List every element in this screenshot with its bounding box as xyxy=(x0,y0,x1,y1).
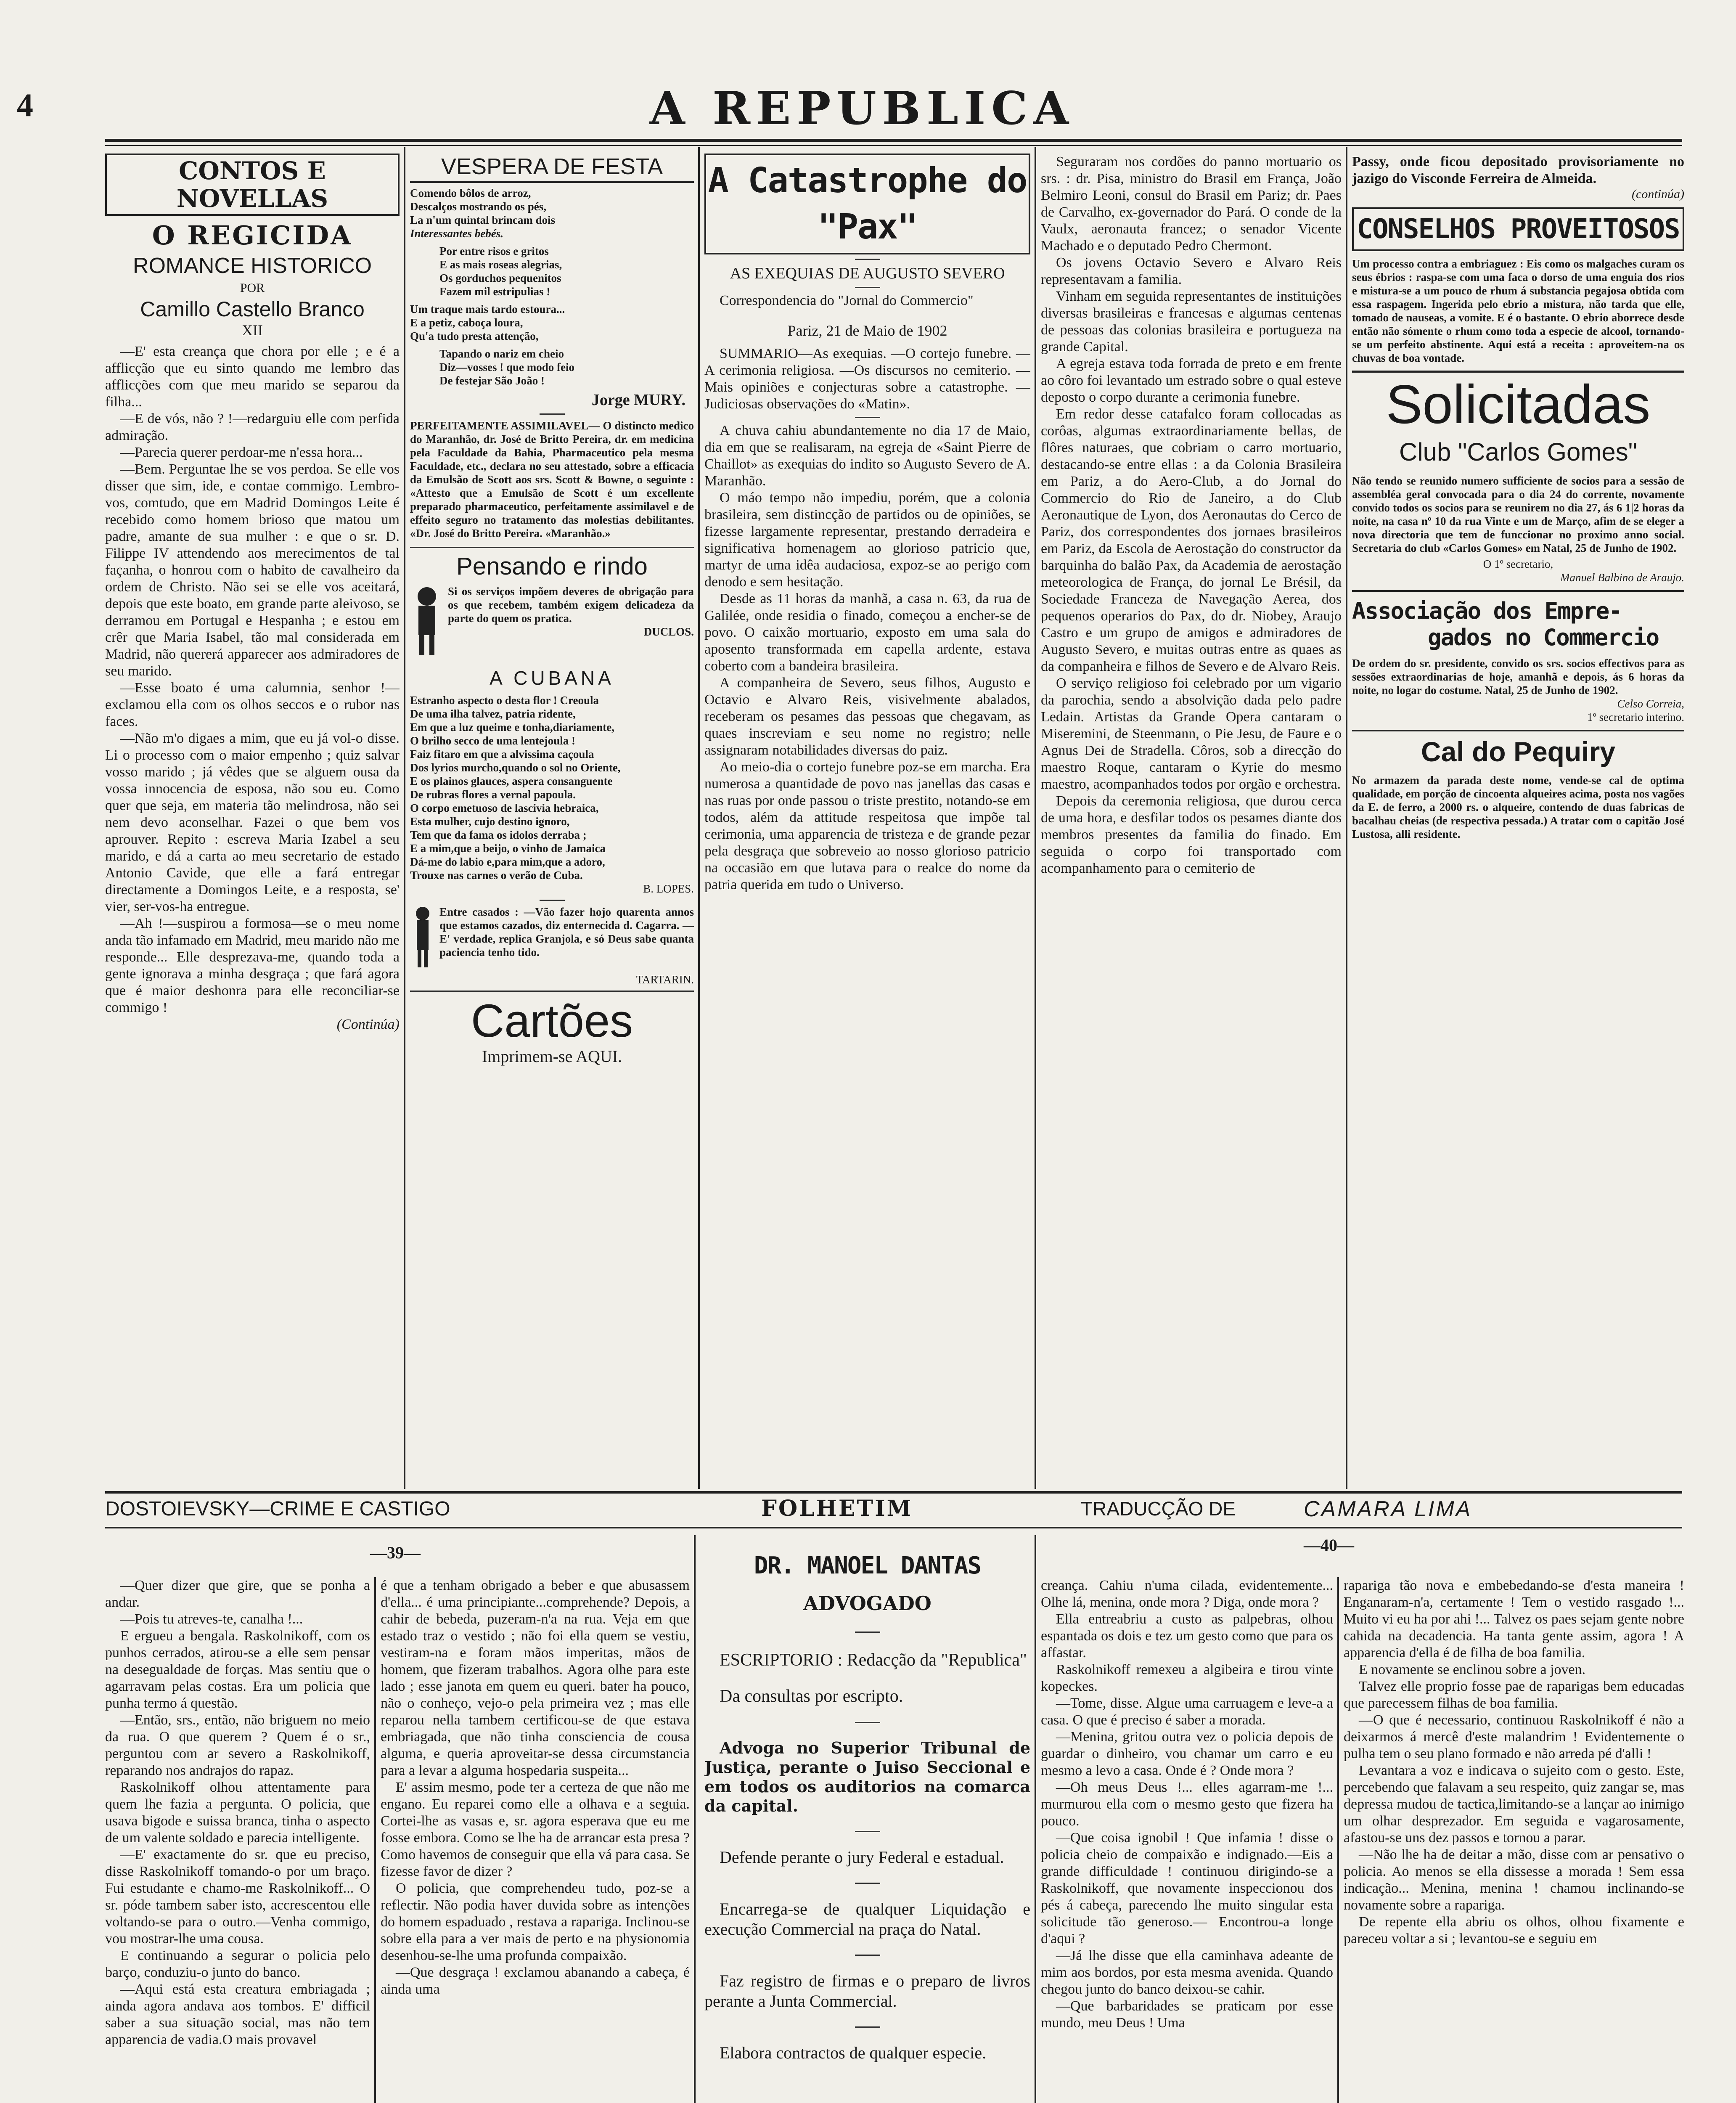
folhetim-right-prefix: TRADUCÇÃO DE xyxy=(1081,1498,1236,1520)
cartoes-title: Cartões xyxy=(471,995,633,1047)
lawyer-office: ESCRIPTORIO : Redacção da "Republica" xyxy=(720,1650,1027,1670)
column-rule xyxy=(374,1577,376,2103)
club-signature-role: O 1º secretario, xyxy=(1483,558,1553,570)
conselhos-text: Um processo contra a embriaguez : Eis como os malgaches curam os seus ébrios : raspa-se com uma faca o dorso de uma enguia dos rios e mistura-se a um pouco de rhum á substancia pegajosa obtida com essa raspagem. Ingerida pelo ebrio a mistura, não tarda que elle, tomado de nauseas, a vomite. E é o bastante. O ebrio aborrece desde então não sómente o rhum como toda a especie de alcool, tornando-se um perfeito abstinente. Aqui está a receita : aproveitem-na os chuvas de boa vontade. xyxy=(1352,257,1684,364)
page-number-left: —39— xyxy=(370,1543,421,1562)
section-rule xyxy=(1352,590,1684,592)
club-signature-name: Manuel Balbino de Araujo. xyxy=(1560,571,1684,584)
folhetim-column-a: —Quer dizer que gire, que se ponha a andar. —Pois tu atreves-te, canalha !... E ergueu a bengala. Raskolnikoff, com os punhos cerrados, atirou-se a elle sem pensar na desegualdade de forças. Mas sentiu que o agarravam pelas costas. Era um policia que punha termo á questão. —Então, srs., então, não briguem no meio da rua. O que querem ? Quem é o sr., perguntou com ar severo a Raskolnikoff, reparando nos andrajos do rapaz. Raskolnikoff olhou attentamente para quem lhe fazia a pergunta. O policia, que usava bigode e suissa branca, tinha o aspecto de um valente soldado e parecia intelligente. —E' exactamente do sr. que eu preciso, disse Raskolnikoff tomando-o por um braço. Fui estudante e chamo-me Raskolnikoff... O sr. póde tambem saber isto, accrescentou elle voltando-se para o outro.—Venha commigo, vou mostrar-lhe uma cousa. E continuando a segurar o policia pelo barço, conduziu-o junto do banco. —Aqui está esta creatura embriagada ; ainda agora andava aos tombos. E' difficil saber a sua situação social, mas não tem apparencia de vadia.O mais provavel xyxy=(105,1578,370,2047)
folhetim-column-c: creança. Cahiu n'uma cilada, evidentemente... Olhe lá, menina, onde mora ? Diga, onde mora ? Ella entreabriu a custo as palpebras, olhou espantada os dois e tez um gesto como que para os affastar. Raskolnikoff remexeu a algibeira e tirou vinte kopeckes. —Tome, disse. Algue uma carruagem e leve-a a casa. O que é preciso é saber a morada. —Menina, gritou outra vez o policia depois de guardar o dinheiro, vou chamar um carro e eu mesmo a levo a casa. Onde é ? Onde mora ? —Oh meus Deus !... elles agarram-me !... murmurou ella com o mesmo gesto que fizera ha pouco. —Que coisa ignobil ! Que infamia ! disse o policia cheio de compaixão e indignado.—Eis a grande difficuldade ! continuou dirigindo-se a Raskolnikoff, que novamente inspeccionou dos pés á cabeça, parecendo lhe muito singular esta solicitude tão generoso.— Encontrou-a longe d'aqui ? —Já lhe disse que ella caminhava adeante de mim aos bordos, por esta mesma avenida. Quando chegou junto do banco deixou-se cahir. —Que barbaridades se praticam por esse mundo, meu Deus ! Uma xyxy=(1041,1578,1333,2031)
cubana-author: B. LOPES. xyxy=(643,882,694,895)
lawyer-jury: Defende perante o jury Federal e estadual. xyxy=(720,1848,1004,1867)
column-catastrophe-cont xyxy=(1041,154,1342,1487)
folhetim-rule-top xyxy=(105,1491,1682,1494)
assoc-signature-name: Celso Correia, xyxy=(1617,697,1684,710)
pensando-title: Pensando e rindo xyxy=(456,553,648,580)
column-contos xyxy=(105,154,400,1487)
advertisement-notice: PERFEITAMENTE ASSIMILAVEL— O distincto medico do Maranhão, dr. José de Britto Pereira, dr. em medicina pela Faculdade da Bahia, Pharmaceutico pela mesma Faculdade, etc., declara no seu attestado, sobre a efficacia da Emulsão de Scott aos srs. Scott & Bowne, o seguinte : «Attesto que a Emulsão de Scott é um excellente preparado pharmaceutico, perfeitamente assimilavel e de effeito seguro no tratamento das molestias debilitantes. «Dr. José do Britto Pereira. «Maranhão.» xyxy=(410,419,694,540)
club-text: Não tendo se reunido numero sufficiente de socios para a sessão de assembléa geral convocada para o dia 24 do corrente, novamente convido todos os socios para se reunirem no dia 27, ás 6 1|2 horas da noite, na casa nº 10 da rua Vinte e um de Março, afim de se eleger a nova directoria que tem de funccionar no proximo anno social. Secretaria do club «Carlos Gomes» em Natal, 25 de Junho de 1902. xyxy=(1352,474,1684,554)
story-title: O REGICIDA xyxy=(152,220,353,251)
conselhos-title: CONSELHOS PROVEITOSOS xyxy=(1352,207,1684,251)
column-rule xyxy=(694,1535,696,2103)
folhetim-center-label: FOLHETIM xyxy=(761,1496,913,1521)
assoc-title-line1: Associação dos Empre- xyxy=(1352,598,1622,624)
assoc-signature-role: 1º secretario interino. xyxy=(1587,711,1684,723)
column-catastrophe xyxy=(704,154,1030,1487)
page-number: 4 xyxy=(17,87,33,123)
dialog-author: TARTARIN. xyxy=(636,973,694,986)
folhetim-translator: CAMARA LIMA xyxy=(1304,1497,1472,1521)
lawyer-consultas: Da consultas por escripto. xyxy=(720,1687,903,1706)
correspondent-line: Correspondencia do "Jornal do Commercio" xyxy=(720,293,974,308)
folhetim-column-b: é que a tenham obrigado a beber e que abusassem d'ella... é uma principiante...comprehende? Depois, a cahir de bebeda, puzeram-n'a na rua. Veja em que estado traz o vestido ; não foi ella quem se vestiu, vestiram-na e foram mãos imperitas, mãos de homem, que fizeram trabalhos. Agora olhe para este lado ; esse janota em quem eu queri. bater ha pouco, não o conheço, vejo-o pela primeira vez ; mas elle reparou nella tambem certificou-se de que estava embriagada, que não tinha consciencia de cousa alguma, e queria aproveitar-se dessa circumstancia para a levar a alguma hospedaria suspeita... E' assim mesmo, pode ter a certeza de que não me engano. Eu reparei como elle a olhava e a seguia. Cortei-lhe as vasas e, sr. agora esperava que eu me fosse embora. Como se lhe ha de arrancar esta presa ? Como havemos de conseguir que ella vá para casa. Se fizesse favor de dizer ? O policia, que comprehendeu tudo, poz-se a reflectir. Não podia haver duvida sobre as intenções do homem espaduado , restava a rapariga. Inclinou-se sobre ella para a ver mais de perto e na physionomia desenhou-se-lhe uma profunda compaixão. —Que desgraça ! exclamou abanando a cabeça, é ainda uma xyxy=(381,1578,690,1997)
column-classifieds xyxy=(1352,154,1684,1487)
pensando-author: DUCLOS. xyxy=(643,625,694,638)
column-rule xyxy=(1346,147,1347,1489)
story-subtitle: ROMANCE HISTORICO xyxy=(132,254,372,278)
lawyer-name: DR. MANOEL DANTAS xyxy=(754,1552,981,1579)
headline: A Catastrophe do "Pax" xyxy=(704,154,1030,254)
poem-title: VESPERA DE FESTA xyxy=(410,154,694,183)
column-rule xyxy=(1337,1577,1339,2103)
author-name: Camillo Castello Branco xyxy=(140,297,365,321)
pensando-text: Si os serviços impõem deveres de obrigação para os que recebem, também exigem delicadeza da parte do quem os pratica. xyxy=(448,585,694,625)
continua-mark: (continúa) xyxy=(1632,187,1684,201)
column-rule xyxy=(1035,147,1036,1489)
article-body-continued: Seguraram nos cordões do panno mortuario os srs. : dr. Pisa, ministro do Brasil em França, João Belmiro Leoni, consul do Brasil em Pariz; dr. Paes de Carvalho, ex-governador do Pará. O conde de la Vaulx, aeronauta francez; o senador Vicente Machado e o deputado Pedro Chermont. Os jovens Octavio Severo e Alvaro Reis representavam a familia. Vinham em seguida representantes de instituições diversas brasileiras e francesas e algumas centenas de pessoas das colonias brasileira e portugueza na grande Capital. A egreja estava toda forrada de preto e em frente ao côro foi levantado um estrado sobre o qual esteve deposto o corpo durante a cerimonia funebre. Em redor desse catafalco foram collocadas as corôas, algumas extraordinariamente bellas, de flôres naturaes, que cobriam o carro mortuario, destacando-se entre ellas : a da Colonia Brasileira em Pariz, a do Aero-Club, a do Jornal do Commercio do Rio de Janeiro, a do Club Aeronautique de Lyon, dos Aeronautas do Cerco de Pariz, dos correspondentes dos jornaes brasileiros em Pariz, da Escola de Aerostação do constructor da barquinha do balão Pax, da Academia de aerostação meteorologica de França, do jornal Le Brésil, da Sociedade Franceza de Navegação Aerea, dos pequenos operarios do Pax, do dr. Niobey, Araujo Castro e um grupo de amigos e admiradores de Augusto Severo, e muitas outras entre as quaes as da companheira e filhos de Severo e de Alvaro Reis. O serviço religioso foi celebrado por um vigario da parochia, sendo a absolvição dada pelo padre Ledain. Artistas da Grande Opera cantaram o Miseremini, de Steenmann, o Pie Jesu, de Faure e o Agnus Dei de Stradella. Côros, sob a direcção do maestro Roque, cantaram o Kyrie do mesmo maestro, acompanhados todos por orgão e orchestra. Depois da ceremonia religiosa, que durou cerca de uma hora, e desfilar todos os pesames diante dos membros presentes da familia do finado. Em seguida o corpo foi transportado com acompanhamento para o cemiterio de xyxy=(1041,154,1342,876)
story-body: —E' esta creança que chora por elle ; e é a afflicção que eu sinto quando me lembro das afflicções com que meu marido se separou da filha... —E de vós, não ? !—redarguiu elle com perfida admiração. —Parecia querer perdoar-me n'essa hora... —Bem. Perguntae lhe se vos perdoa. Se elle vos disser que sim, ide, e contae commigo. Lembro-vos, comtudo, que em Madrid Domingos Leite é recebido como homem brioso que matou um padre, amante de sua mulher : e que o sr. D. Filippe IV attendendo aos merecimentos de tal façanha, o honrou com o habito de cavalheiro da ordem de Christo. Não sei se elle vos aceitará, depois que este boato, em grande parte aleivoso, se derramou em Portugal e Hespanha ; e estou em crêr que Maria Isabel, tão mal considerada em Madrid, não quererá apparecer aos admiradores de seu marido. —Esse boato é uma calumnia, senhor !—exclamou ella com os olhos seccos e o rubor nas faces. —Não m'o digaes a mim, que eu já vol-o disse. Li o processo com o maior empenho ; quiz salvar vosso marido ; já vêdes que se alguem ousa da vossa innocencia de esposa, não sou eu. Como quer que seja, em materia tão melindrosa, não sei nem devo aconselhar. Fazei o que bem vos aprouver. Repito : escreva Maria Izabel a seu marido, e dá a carta ao meu secretario de estado Antonio Cavide, que elle a fará entregar directamente a Domingos Leite, e a resposta, se' vier, ser-vos-ha entregue. —Ah !—suspirou a formosa—se o meu nome anda tão infamado em Madrid, meu marido não me responde... Elle desprezava-me, quando toda a gente ignorava a minha desgraça ; que fará agora que é maior deshonra para elle reconciliar-se commigo ! (Continúa) xyxy=(105,344,400,1032)
summary: SUMMARIO—As exequias. —O cortejo funebre. —A cerimonia religiosa. —Os discursos no cemiterio. —Mais opiniões e conjecturas sobre a catastrophe. —Judiciosas observações do «Matin». xyxy=(704,346,1030,412)
lawyer-contracts: Elabora contractos de qualquer especie. xyxy=(720,2043,987,2062)
cartoes-subtitle: Imprimem-se AQUI. xyxy=(482,1047,622,1066)
caricature-icon xyxy=(410,585,448,658)
masthead-rule-thin xyxy=(105,145,1682,146)
poem-body: Comendo bôlos de arroz, Descalços mostrando os pés, La n'um quintal brincam dois Interessantes bebés. Por entre risos e gritos E as mais roseas alegrias, Os gorduchos pequenitos Fazem mil estripulias ! Um traque mais tardo estoura... E a petiz, caboça loura, Qu'a tudo presta attenção, Tapando o nariz em cheio Diz—vosses ! que modo feio De festejar São João ! xyxy=(410,187,574,387)
page-number-right: —40— xyxy=(1304,1536,1354,1555)
cubana-poem: Estranho aspecto o desta flor ! Creoula De uma ilha talvez, patria ridente, Em que a luz queime e tonha,diariamente, O brilho secco de uma lentejoula ! Faiz fitaro em que a alvissima caçoula Dos lyrios murcho,quando o sol no Oriente, E os plainos glauces, aspera consanguente De rubras flores a vernal papoula. O corpo emetuoso de lascivia hebraica, Esta mulher, cujo destino ignoro, Tem que da fama os idolos derraba ; E a mim,que a beijo, o vinho de Jamaica Dá-me do labio e,para mim,que a adoro, Trouxe nas carnes o verão de Cuba. xyxy=(410,694,621,882)
cal-text: No armazem da parada deste nome, vende-se cal de optima qualidade, em porção de cincoenta alqueires acima, posta nos vagões da E. de ferro, a 2000 rs. o alqueire, contendo de duas fabricas de bacalhau cheias (de respectiva pessada.) A tratar com o capitão José Lustosa, alli residente. xyxy=(1352,774,1684,840)
cal-title: Cal do Pequiry xyxy=(1421,736,1616,767)
folhetim-rule-bottom xyxy=(105,1527,1682,1528)
section-rule xyxy=(1352,730,1684,731)
masthead-title: A REPUBLICA xyxy=(649,82,1075,135)
article-body: A chuva cahiu abundantemente no dia 17 de Maio, dia em que se realisaram, na egreja de «Saint Pierre de Chaillot» as exequias do indito so Augusto Severo de A. Maranhão. O máo tempo não impediu, porém, que a colonia brasileira, sem distincção de partidos ou de opiniões, se fizesse largamente representar, prestando derradeira e significativa homenagem ao glorioso patricio que, martyr de uma idêa audaciosa, expoz-se ao perigo com denodo e sem hesitação. Desde as 11 horas da manhã, a casa n. 63, da rua de Galilée, onde residia o finado, começou a encher-se de povo. O caixão mortuario, exposto em uma sala do aposento transformada em capella ardente, estava coberto com a bandeira brasileira. A companheira de Severo, seus filhos, Augusto e Octavio e Alvaro Reis, visivelmente abalados, receberam os pesames das pessoas que chegavam, as quaes inscreviam e seu nome no registro; nelle assignaram notabilidades diversas do paiz. Ao meio-dia o cortejo funebre poz-se em marcha. Era numerosa a quantidade de povo nas janellas das casas e nas ruas por onde passou o triste prestito, notando-se em todos, além da attitude respeitosa que impõe tal cerimonia, uma apparencia de tristeza e de grande pezar pela desgraça que sobreveio ao nosso glorioso patricio na occasião em que lutava para o realce do nome da patria querida em tudo o Universo. xyxy=(704,423,1030,893)
lawyer-practice: Advoga no Superior Tribunal de Justiça, perante o Juiso Seccional e em todos os auditorios na comarca da capital. xyxy=(704,1738,1030,1815)
lawyer-liquidation: Encarrega-se de qualquer Liquidação e execução Commercial na praça do Natal. xyxy=(704,1899,1030,1939)
dateline: Pariz, 21 de Maio de 1902 xyxy=(787,322,947,339)
folhetim-column-d: rapariga tão nova e embebedando-se d'esta maneira ! Enganaram-n'a, certamente ! Tem o vestido rasgado !... Muito vi eu ha por ahi !... Talvez os paes sejam gente nobre cahida na decadencia. Ha tanta gente assim, agora ! A apparencia d'ella é de filha de boa familia. E novamente se enclinou sobre a joven. Talvez elle proprio fosse pae de raparigas bem educadas que parecessem filhas de boa familia. —O que é necessario, continuou Raskolnikoff é não a deixarmos á mercê d'este malandrim ! Evidentemente o pulha tem o seu plano formado e não arreda pé d'alli ! Levantara a voz e indicava o sujeito com o gesto. Este, percebendo que falavam a seu respeito, quiz zangar se, mas depressa mudou de tactica,limitando-se a lançar ao inimigo um olhar desprezador. Em seguida e vagarosamente, afastou-se uns dez passos e tornou a parar. —Não lhe ha de deitar a mão, disse com ar pensativo o policia. Ao menos se ella dissesse a morada ! Sem essa indicação... Menina, menina ! chamou inclinando-se novamente sobre a rapariga. De repente ella abriu os olhos, olhou fixamente e pareceu voltar a si ; levantou-se e seguiu em xyxy=(1344,1578,1684,1947)
assoc-text: De ordem do sr. presidente, convido os srs. socios effectivos para as sessões extraordinarias de hoje, amanhã e depois, ás 6 horas da noite, no logar do costume. Natal, 25 de Junho de 1902. xyxy=(1352,657,1684,697)
column-rule xyxy=(1035,1535,1036,2103)
column-rule xyxy=(698,147,700,1489)
masthead-rule xyxy=(105,139,1682,142)
club-title: Club "Carlos Gomes" xyxy=(1399,438,1638,466)
subheadline: AS EXEQUIAS DE AUGUSTO SEVERO xyxy=(730,265,1005,282)
solicitadas-title: Solicitadas xyxy=(1386,373,1651,435)
dialog-text: Entre casados : —Vão fazer hojo quarenta annos que estamos cazados, diz enternecida d. Cagarra. —E' verdade, replica Granjola, e só Deus sabe quanta paciencia tenho tido. xyxy=(439,906,694,959)
lawyer-advertisement xyxy=(704,1535,1030,2103)
cubana-title: A CUBANA xyxy=(490,667,614,689)
folhetim-left-label: DOSTOIEVSKY—CRIME E CASTIGO xyxy=(105,1498,450,1520)
figure-icon xyxy=(410,905,439,970)
section-header: CONTOS E NOVELLAS xyxy=(105,154,400,216)
lawyer-role: ADVOGADO xyxy=(803,1592,932,1615)
byline-por: POR xyxy=(240,281,265,295)
assoc-title-line2: gados no Commercio xyxy=(1428,624,1659,651)
lawyer-registry: Faz registro de firmas e o preparo de livros perante a Junta Commercial. xyxy=(704,1971,1030,2010)
column-rule xyxy=(404,147,405,1489)
chapter-number: XII xyxy=(242,322,263,339)
section-rule xyxy=(1352,371,1684,373)
column-vespera xyxy=(410,154,694,1487)
article-ending: Passy, onde ficou depositado provisoriamente no jazigo do Visconde Ferreira de Almeida. xyxy=(1352,154,1684,186)
poem-author: Jorge MURY. xyxy=(591,391,685,409)
